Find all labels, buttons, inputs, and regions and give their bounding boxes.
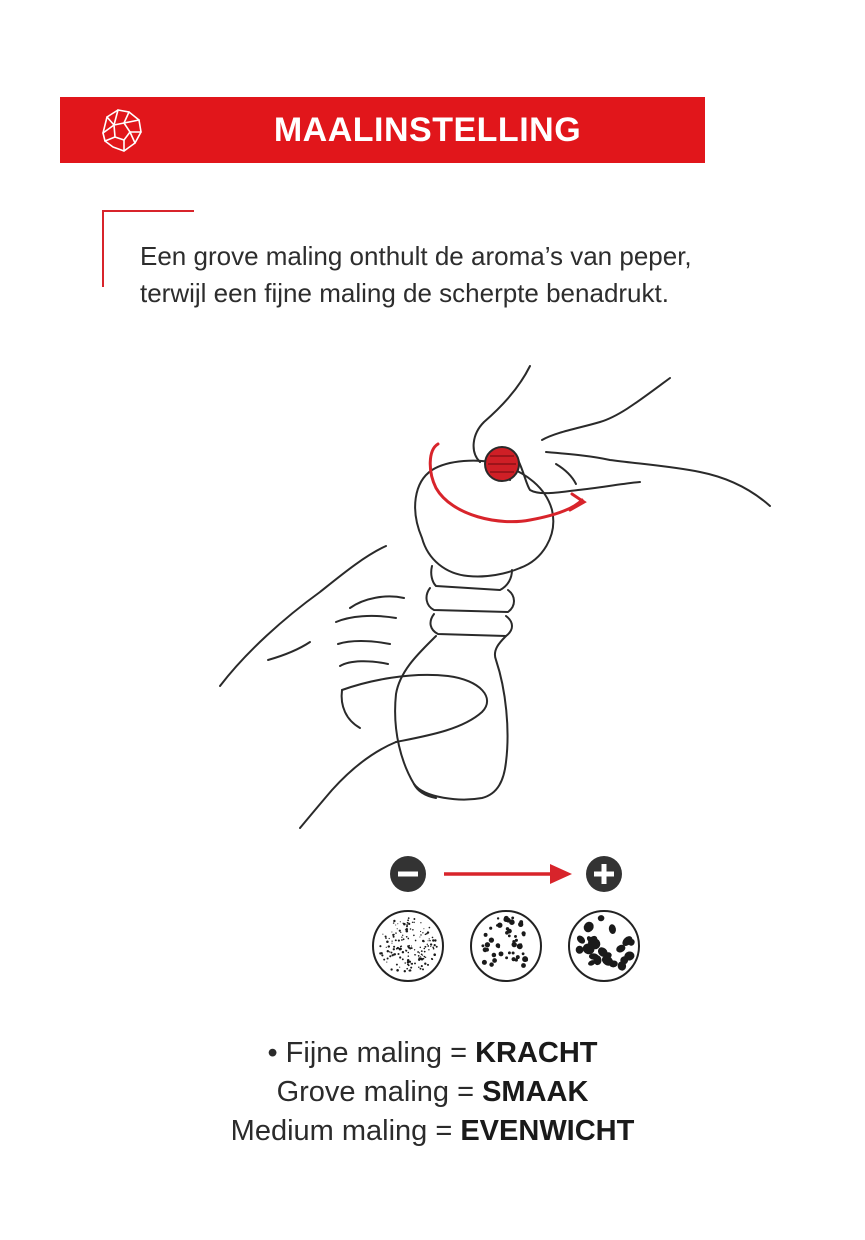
legend-line-1 [0,1034,865,1073]
pepper-particle [489,937,494,942]
pepper-particle [379,945,381,947]
pepper-particle [409,961,411,963]
pepper-particle [404,970,406,972]
pepper-particle [395,939,397,941]
pepper-particle [418,957,420,959]
pepper-particle [431,944,432,945]
pepper-particle [432,937,434,939]
pepper-particle [402,958,404,960]
pepper-particle [508,934,511,937]
hand-icon [220,546,487,828]
pepper-particle [399,967,400,968]
pepper-particle [400,932,401,933]
pepper-particle [397,928,398,929]
pepper-particle [429,927,431,929]
pepper-particle [402,935,403,936]
pepper-particle [522,952,525,955]
pepper-particle [497,945,500,948]
pepper-particle [409,947,411,949]
pepper-particle [499,951,504,956]
pepper-particle [391,931,392,932]
pepper-particle [492,953,497,958]
pepper-particle [389,951,390,952]
pepper-particle [506,927,509,930]
pepper-particle [427,945,429,947]
hand-icon [474,366,770,506]
pepper-particle [406,928,408,930]
pepper-particle [407,963,409,965]
pepper-particle [412,929,414,931]
pepper-particle [401,937,402,938]
pepper-particle [410,928,412,930]
pepper-particle [485,942,490,947]
pepper-particle [391,943,392,944]
pepper-particle [396,969,399,972]
pepper-particle [391,952,393,954]
pepper-particle [391,954,393,956]
pepper-particle [402,951,404,953]
pepper-particle [406,924,408,926]
pepper-particle [381,954,383,956]
pepper-particle [414,949,415,950]
pepper-particle [424,946,426,948]
pepper-particle [387,957,389,959]
pepper-particle [410,963,411,964]
minus-circle-icon [390,856,426,892]
intro-line-2: terwijl een fijne maling de scherpte benadrukt. [140,278,669,308]
pepper-particle [385,935,387,937]
grind-scale [360,850,660,990]
pepper-particle [383,959,385,961]
pepper-particle [391,940,392,941]
pepper-particle [396,964,398,966]
coarse-grind-icon [569,911,639,981]
pepper-particle [506,918,511,923]
pepper-particle [492,958,497,963]
pepper-particle [516,955,520,959]
pepper-particle [423,958,425,960]
pepper-particle [481,944,484,947]
pepper-particle [427,931,429,933]
pepper-particle [419,952,420,953]
pepper-particle [403,923,406,926]
lion-head-icon [94,103,148,157]
pepper-particle [408,955,410,957]
pepper-particle [406,936,408,938]
pepper-particle [389,938,390,939]
pepper-particle [390,968,392,970]
legend-value: EVENWICHT [460,1115,635,1147]
pepper-particle [388,945,390,947]
pepper-particle [405,929,406,930]
pepper-particle [521,963,526,968]
pepper-particle [508,951,511,954]
pepper-particle [497,917,499,919]
pepper-particle [420,968,422,970]
pepper-particle [422,968,424,970]
pepper-particle [512,957,516,961]
intro-text [140,238,840,312]
pepper-particle [429,940,431,942]
pepper-particle [414,962,416,964]
pepper-particle [418,955,420,957]
pepper-particle [398,940,400,942]
pepper-particle [408,923,410,925]
pepper-particle [400,946,402,948]
pepper-particle [415,940,417,942]
pepper-particle [381,952,382,953]
legend-value: KRACHT [475,1037,598,1069]
pepper-particle [413,935,415,937]
pepper-particle [397,953,399,955]
pepper-particle [483,947,488,952]
pepper-particle [393,920,395,922]
pepper-particle [432,959,433,960]
pepper-particle [399,956,401,958]
pepper-particle [413,922,414,923]
legend-line-3 [0,1112,865,1151]
pepper-particle [422,932,423,933]
pepper-particle [404,962,406,964]
legend-label: Grove maling = [276,1076,483,1108]
pepper-particle [407,938,409,940]
pepper-particle [432,939,434,941]
pepper-particle [420,934,421,935]
pepper-particle [397,923,398,924]
pepper-particle [521,931,525,935]
title-banner [60,97,705,163]
pepper-particle [393,948,395,950]
pepper-particle [420,931,421,932]
pepper-particle [434,944,436,946]
pepper-particle [428,949,429,950]
pepper-particle [407,961,409,963]
pepper-particle [482,960,487,965]
pepper-particle [517,943,523,949]
legend-line-2 [0,1073,865,1112]
pepper-particle [386,940,389,943]
pepper-particle [393,936,395,938]
pepper-particle [424,957,425,958]
pepper-particle [420,956,421,957]
pepper-particle [436,946,438,948]
pepper-particle [405,950,406,951]
pepper-particle [434,940,435,941]
intro-line-1: Een grove maling onthult de aroma’s van peper, [140,241,692,271]
pepper-particle [433,953,436,956]
pepper-mill-illustration [200,360,790,830]
pepper-particle [424,963,426,965]
pepper-particle [412,922,413,923]
medium-grind-icon [471,911,541,981]
pepper-particle [518,922,523,927]
grind-legend [0,1034,865,1151]
pepper-particle [393,922,394,923]
pepper-particle [411,945,412,946]
pepper-particle [399,930,401,932]
page-title: MAALINSTELLING [273,111,582,149]
pepper-particle [387,950,389,952]
pepper-particle [419,936,420,937]
pepper-particle [396,948,398,950]
pepper-particle [395,924,396,925]
legend-value: SMAAK [482,1076,589,1108]
pepper-particle [399,948,402,951]
pepper-particle [408,952,410,954]
pepper-particle [401,939,403,941]
pepper-particle [414,954,416,956]
pepper-particle [422,940,424,942]
pepper-particle [421,950,423,952]
pepper-particle [424,951,426,953]
pepper-particle [420,922,421,923]
pepper-particle [428,940,429,941]
fine-grind-icon [373,911,443,981]
pepper-particle [484,933,488,937]
pepper-mill-icon [395,461,553,800]
pepper-particle [389,955,391,957]
pepper-particle [427,944,428,945]
legend-label: • Fijne maling = [267,1037,476,1069]
pepper-particle [407,919,409,921]
pepper-particle [382,934,383,935]
pepper-particle [496,924,499,927]
pepper-particle [403,938,405,940]
pepper-particle [512,951,515,954]
pepper-particle [489,927,492,930]
pepper-particle [413,918,415,920]
pepper-particle [422,955,423,956]
pepper-particle [393,946,395,948]
pepper-particle [512,942,517,947]
pepper-particle [394,934,395,935]
pepper-particle [427,964,429,966]
pepper-particle [505,956,508,959]
arrow-right-icon [444,864,572,884]
pepper-particle [386,947,387,948]
pepper-particle [408,917,410,919]
pepper-particle [433,948,435,950]
pepper-particle [514,935,517,938]
pepper-particle [395,932,396,933]
pepper-particle [420,947,421,948]
pepper-particle [417,951,419,953]
pepper-particle [421,965,423,967]
pepper-particle [429,938,430,939]
pepper-particle [489,962,493,966]
plus-circle-icon [586,856,622,892]
pepper-particle [423,928,424,929]
adjustment-knob-icon [485,447,519,481]
pepper-particle [515,939,518,942]
pepper-particle [430,946,431,947]
pepper-particle [418,966,419,967]
pepper-particle [410,967,412,969]
pepper-particle [408,970,410,972]
legend-label: Medium maling = [230,1115,461,1147]
pepper-particle [400,921,401,922]
pepper-particle [525,959,528,962]
pepper-particle [408,945,410,947]
pepper-particle [424,948,426,950]
pepper-particle [511,916,514,919]
pepper-particle [406,968,408,970]
pepper-particle [386,962,387,963]
